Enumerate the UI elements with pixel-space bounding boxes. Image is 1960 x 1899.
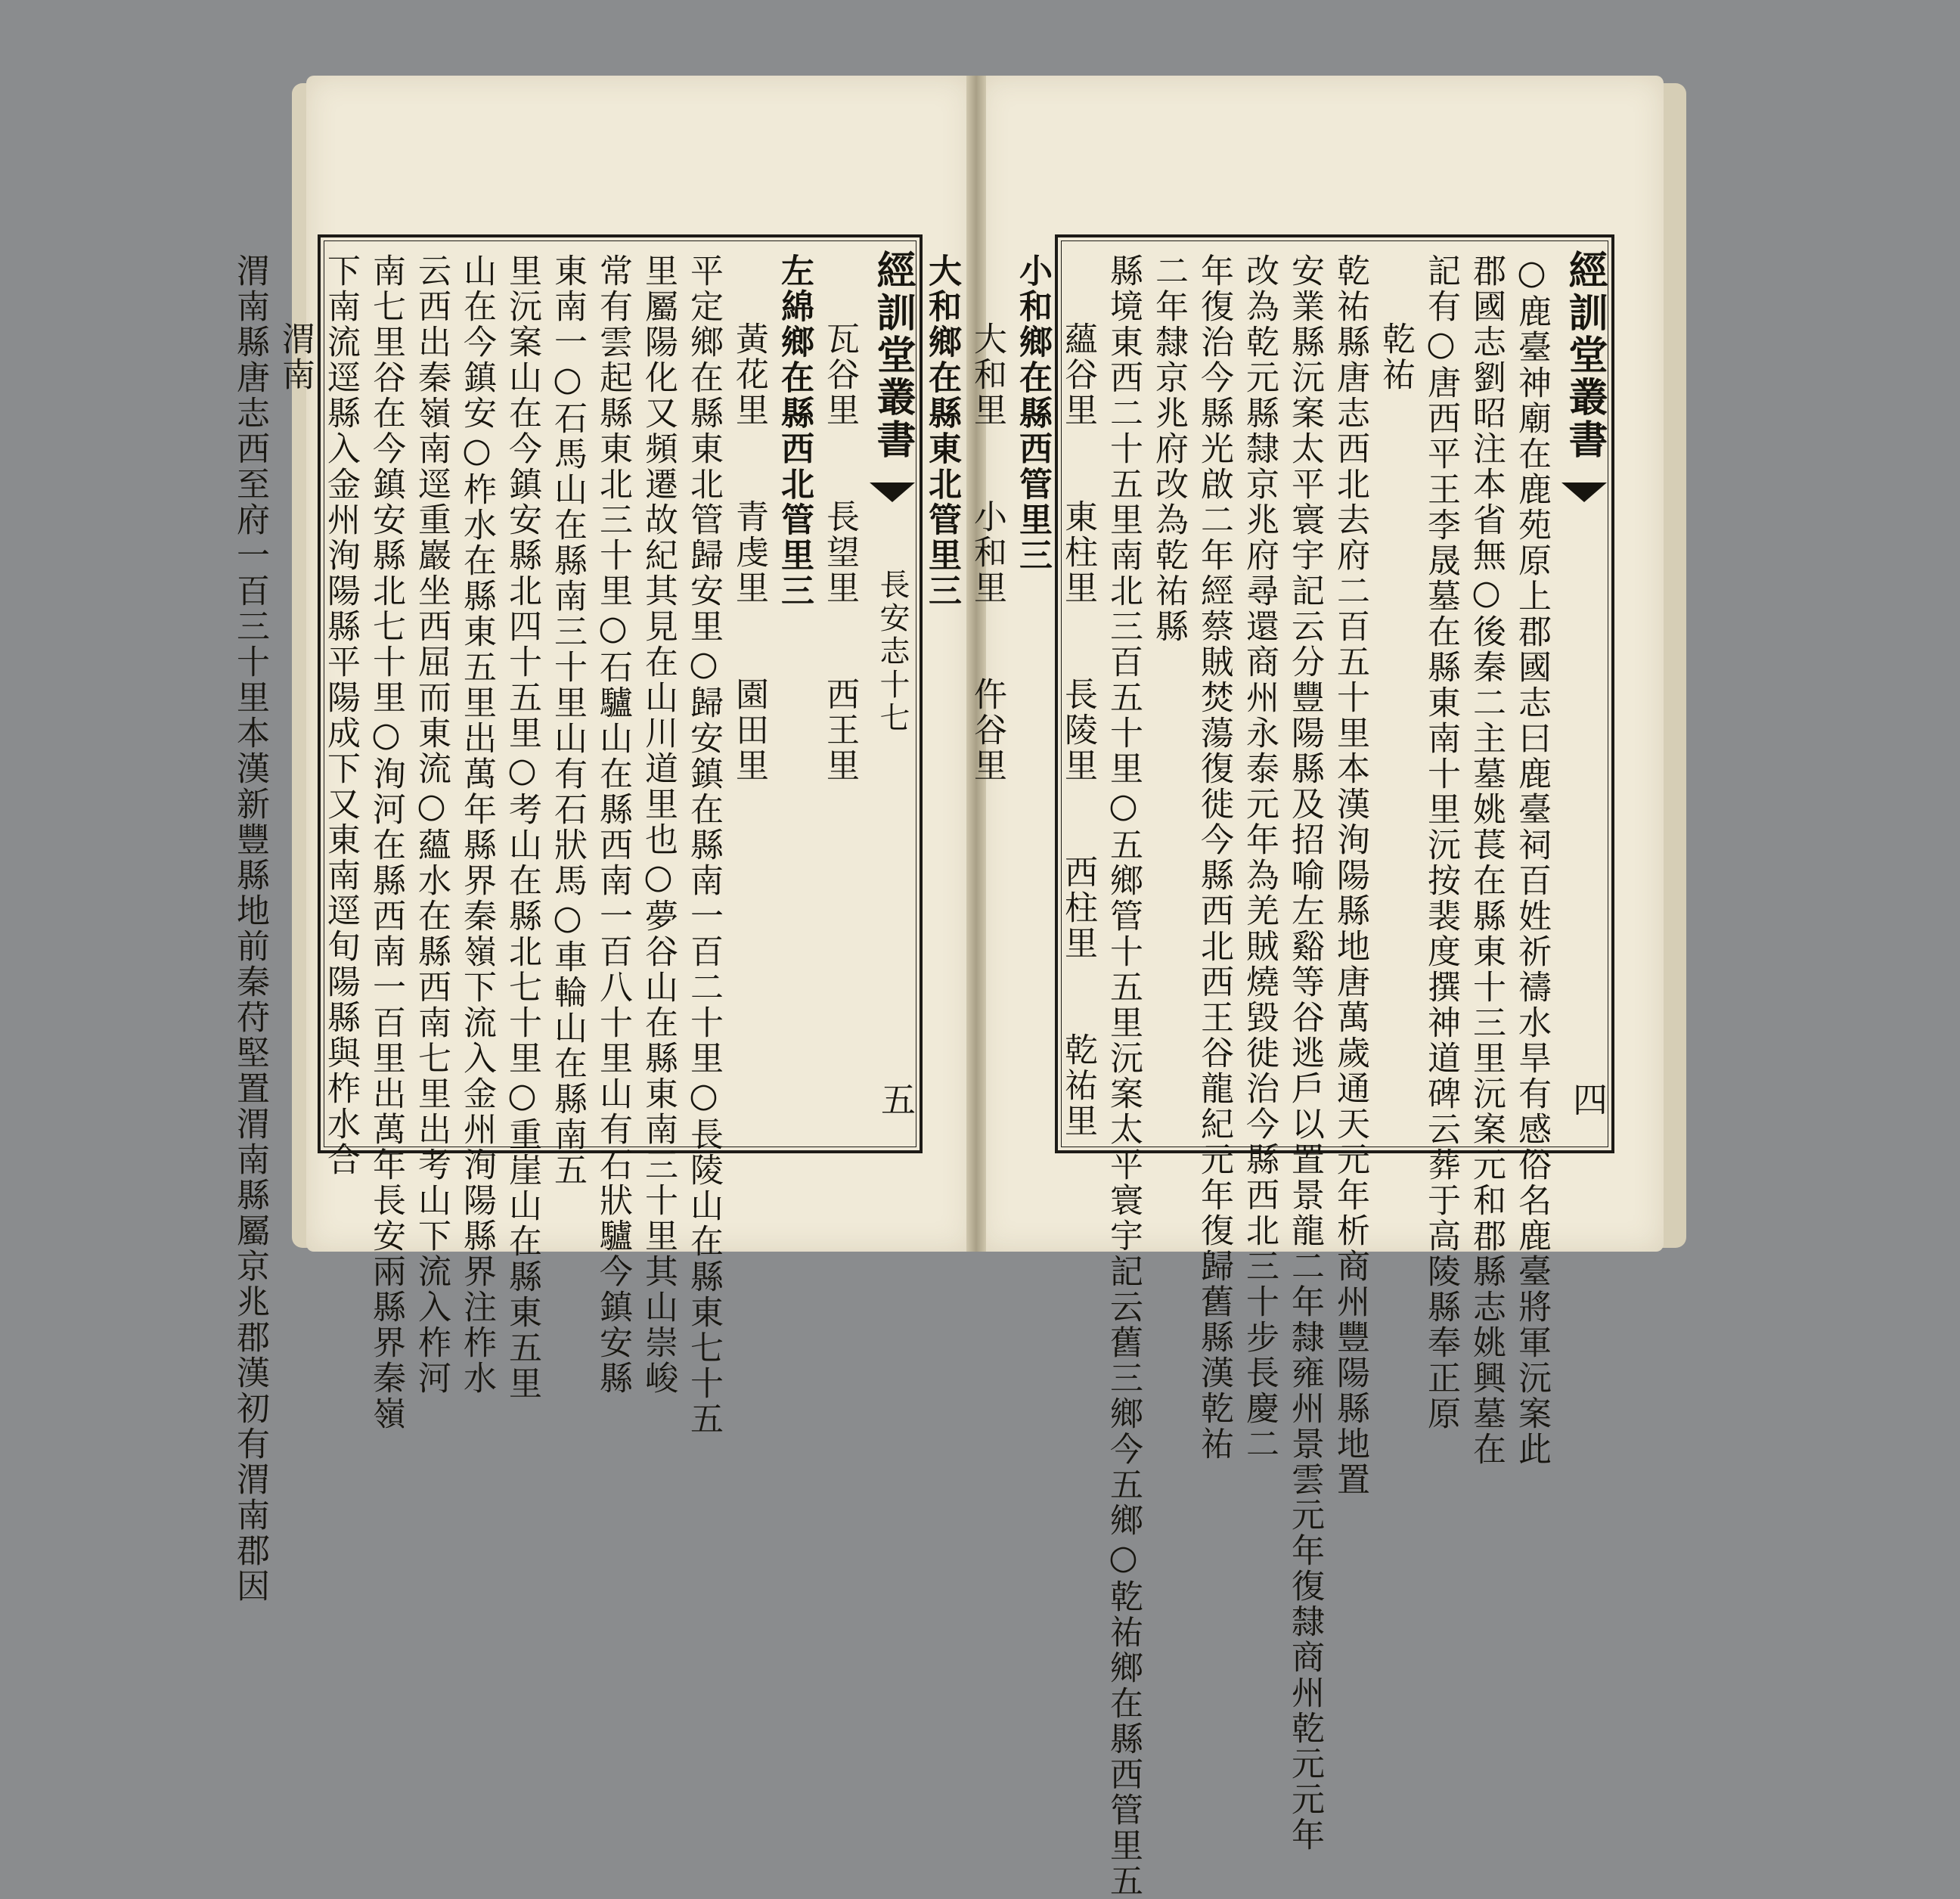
text-column: 瓦谷里 長望里 西王里	[820, 321, 859, 783]
fishtail-mark	[870, 483, 915, 502]
text-column: 小和鄉在縣西管里三	[1013, 253, 1052, 573]
left-page-margin	[862, 250, 921, 1142]
text-column: 改為乾元縣隸京兆府尋還商州永泰元年為羌賊燒毀徙治今縣西北三十步長慶二	[1240, 253, 1279, 1462]
text-column: 年復治今縣光啟二年經蔡賊焚蕩復徙今縣西北西王谷龍紀元年復歸舊縣漢乾祐	[1195, 253, 1233, 1462]
text-column: 渭南縣唐志西至府一百三十里本漢新豐縣地前秦苻堅置渭南縣屬京兆郡漢初有渭南郡因	[231, 253, 269, 1604]
text-column: 大和里 小和里 仵谷里	[968, 321, 1006, 783]
text-column: 大和鄉在縣東北管里三	[923, 253, 961, 609]
text-column: 南七里谷在今鎮安縣北七十里○洵河在縣西南一百里出萬年長安兩縣界秦嶺	[367, 253, 405, 1432]
text-column: 里屬陽化又頻遷故紀其見在山川道里也○夢谷山在縣東南三十里其山崇峻	[639, 253, 678, 1396]
book-series-title: 經訓堂叢書	[1561, 250, 1608, 461]
text-column: ○鹿臺神廟在鹿苑原上郡國志曰鹿臺祠百姓祈禱水旱有感俗名鹿臺將軍沅案此	[1512, 253, 1551, 1467]
book-series-title: 經訓堂叢書	[870, 250, 916, 461]
text-column: 里沅案山在今鎮安縣北四十五里○考山在縣北七十里○重崖山在縣東五里	[503, 253, 541, 1401]
text-column: 安業縣沅案太平寰宇記云分豐陽縣及招喻左谿等谷逃戶以置景龍二年隸雍州景雲元年復隸商州乾元元年	[1285, 253, 1324, 1853]
text-column: 左綿鄉在縣西北管里三	[775, 253, 814, 609]
text-column: 東南一○石馬山在縣南三十里山有石狀馬○車輪山在縣南五	[548, 253, 587, 1188]
page-number: 四	[1568, 1081, 1608, 1119]
text-column: 山在今鎮安○柞水在縣東五里出萬年縣界秦嶺下流入金州洵陽縣界注柞水	[457, 253, 496, 1396]
right-page-margin	[1554, 250, 1613, 1142]
right-page-text	[923, 253, 1554, 1899]
text-column: 蘊谷里 東柱里 長陵里 西柱里 乾祐里	[1059, 321, 1097, 1139]
section-heading: 乾祐	[1376, 321, 1415, 393]
text-column: 平定鄉在縣東北管歸安里○歸安鎮在縣南一百二十里○長陵山在縣東七十五	[684, 253, 723, 1437]
fishtail-mark	[1561, 483, 1607, 502]
left-page-text	[231, 253, 862, 1604]
section-heading: 渭南	[276, 321, 315, 393]
text-column: 縣境東西二十五里南北三百五十里○五鄉管十五里沅案太平寰宇記云舊三鄉今五鄉○乾祐鄉在縣西管里五	[1104, 253, 1143, 1899]
text-column: 黃花里 青虔里 園田里	[730, 321, 768, 783]
text-column: 記有○唐西平王李晟墓在縣東南十里沅按裴度撰神道碑云葬于高陵縣奉正原	[1422, 253, 1460, 1432]
text-column: 常有雲起縣東北三十里○石驢山在縣西南一百八十里山有石狀驢今鎮安縣	[594, 253, 632, 1396]
text-column: 郡國志劉昭注本省無○後秦二主墓姚萇在縣東十三里沅案元和郡縣志姚興墓在	[1467, 253, 1506, 1467]
text-column: 二年隸京兆府改為乾祐縣	[1149, 253, 1188, 644]
page-number: 五	[876, 1081, 916, 1119]
text-column: 下南流逕縣入金州洵陽縣平陽成下又東南逕旬陽縣與柞水合	[321, 253, 360, 1178]
text-column: 乾祐縣唐志西北去府二百五十里本漢洵陽縣地唐萬歲通天元年析商州豐陽縣地置	[1331, 253, 1369, 1497]
volume-title: 長安志十七	[875, 569, 910, 735]
text-column: 云西出秦嶺南逕重巖坐西屈而東流○蘊水在縣西南七里出考山下流入柞河	[412, 253, 451, 1396]
